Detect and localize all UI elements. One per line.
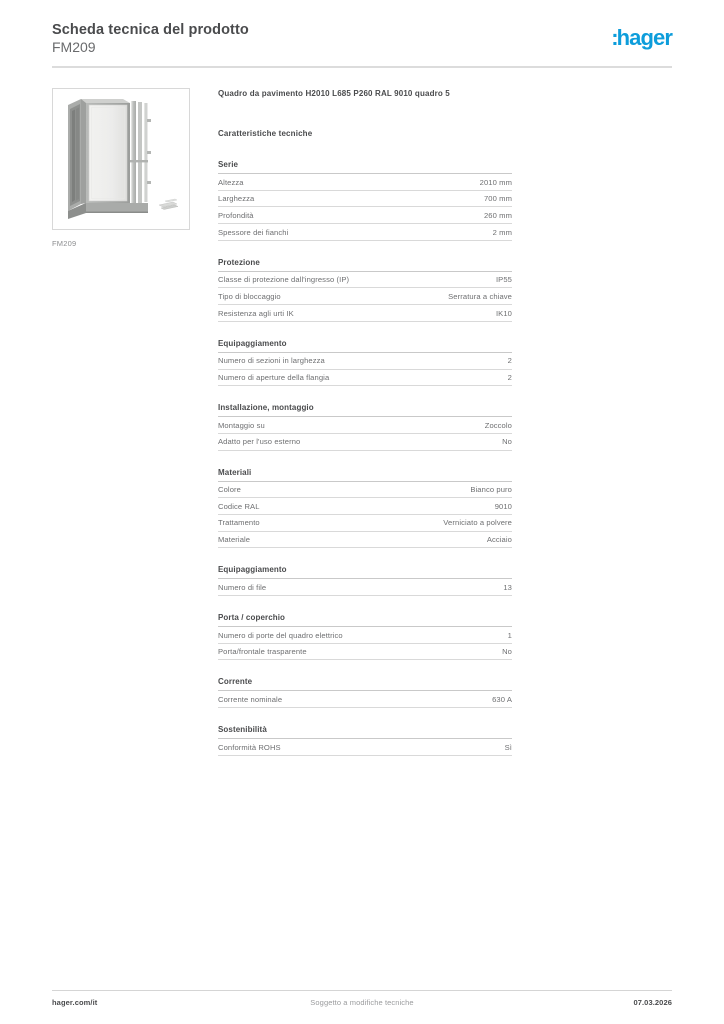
spec-label: Classe di protezione dall'ingresso (IP) (218, 272, 365, 288)
spec-label: Colore (218, 482, 365, 498)
spec-value: 2 (365, 369, 512, 386)
spec-label: Numero di sezioni in larghezza (218, 353, 365, 369)
spec-value: 2 mm (365, 224, 512, 241)
spec-row (218, 288, 512, 305)
spec-row (218, 627, 512, 643)
spec-group (218, 677, 512, 708)
spec-label: Adatto per l'uso esterno (218, 433, 365, 450)
spec-label: Materiale (218, 531, 365, 548)
spec-group (218, 468, 512, 549)
spec-group-title: Corrente (218, 677, 512, 691)
product-image-caption: FM209 (52, 239, 77, 248)
spec-value: Sì (365, 739, 512, 755)
spec-label: Trattamento (218, 514, 365, 531)
spec-group-title: Materiali (218, 468, 512, 482)
spec-row (218, 174, 512, 190)
header-titles (52, 22, 249, 56)
spec-group (218, 403, 512, 450)
spec-row (218, 433, 512, 450)
spec-row (218, 353, 512, 369)
spec-row (218, 498, 512, 515)
spec-value: Serratura a chiave (365, 288, 512, 305)
spec-row (218, 417, 512, 433)
page-title: Scheda tecnica del prodotto (52, 22, 249, 38)
spec-group-title: Equipaggiamento (218, 339, 512, 353)
spec-table (218, 272, 512, 322)
spec-value: 2 (365, 353, 512, 369)
spec-label: Numero di aperture della flangia (218, 369, 365, 386)
product-enclosure-cabinet-icon (53, 89, 189, 229)
spec-value: Bianco puro (365, 482, 512, 498)
spec-row (218, 207, 512, 224)
specs-intro-heading: Caratteristiche tecniche (218, 129, 313, 138)
spec-group-title: Protezione (218, 258, 512, 272)
spec-row (218, 579, 512, 595)
spec-table (218, 353, 512, 386)
spec-value: 2010 mm (365, 174, 512, 190)
spec-value: 13 (365, 579, 512, 595)
product-image-column (52, 88, 192, 248)
spec-table (218, 691, 512, 708)
footer-date: 07.03.2026 (633, 998, 672, 1007)
spec-label: Spessore dei fianchi (218, 224, 365, 241)
spec-table (218, 627, 512, 660)
spec-label: Conformità ROHS (218, 739, 365, 755)
spec-label: Tipo di bloccaggio (218, 288, 365, 305)
spec-value: No (365, 643, 512, 660)
spec-value: 1 (365, 627, 512, 643)
spec-groups-container (218, 160, 512, 756)
header-divider (52, 66, 672, 68)
spec-group-title: Installazione, montaggio (218, 403, 512, 417)
spec-group-title: Serie (218, 160, 512, 174)
spec-label: Porta/frontale trasparente (218, 643, 365, 660)
spec-group (218, 160, 512, 241)
spec-table (218, 739, 512, 756)
spec-group-title: Sostenibilità (218, 725, 512, 739)
spec-value: 700 mm (365, 190, 512, 207)
spec-row (218, 190, 512, 207)
product-name: Quadro da pavimento H2010 L685 P260 RAL 9010 quadro 5 (218, 89, 450, 98)
spec-row (218, 643, 512, 660)
spec-group-title: Porta / coperchio (218, 613, 512, 627)
spec-table (218, 417, 512, 450)
spec-group (218, 613, 512, 660)
spec-group (218, 258, 512, 322)
spec-table (218, 174, 512, 241)
spec-row (218, 739, 512, 755)
spec-label: Corrente nominale (218, 691, 365, 707)
page-header (52, 0, 672, 70)
footer-website-link[interactable]: hager.com/it (52, 998, 98, 1007)
logo-colon-icon: : (611, 25, 617, 50)
product-image-frame (52, 88, 190, 230)
spec-value: 260 mm (365, 207, 512, 224)
spec-label: Profondità (218, 207, 365, 224)
spec-row (218, 305, 512, 322)
footer-disclaimer: Soggetto a modifiche tecniche (310, 998, 414, 1007)
spec-value: 9010 (365, 498, 512, 515)
spec-row (218, 369, 512, 386)
spec-group (218, 725, 512, 756)
spec-label: Altezza (218, 174, 365, 190)
spec-value: Verniciato a polvere (365, 514, 512, 531)
spec-label: Larghezza (218, 190, 365, 207)
hager-logo (611, 27, 672, 49)
spec-value: Acciaio (365, 531, 512, 548)
spec-group (218, 565, 512, 596)
spec-value: IP55 (365, 272, 512, 288)
spec-row (218, 514, 512, 531)
spec-value: IK10 (365, 305, 512, 322)
spec-label: Codice RAL (218, 498, 365, 515)
page-subtitle: FM209 (52, 39, 96, 55)
spec-row (218, 272, 512, 288)
spec-value: No (365, 433, 512, 450)
spec-row (218, 691, 512, 707)
spec-value: 630 A (365, 691, 512, 707)
spec-label: Numero di file (218, 579, 365, 595)
spec-value: Zoccolo (365, 417, 512, 433)
spec-row (218, 531, 512, 548)
spec-row (218, 482, 512, 498)
spec-group (218, 339, 512, 386)
spec-group-title: Equipaggiamento (218, 565, 512, 579)
spec-table (218, 482, 512, 549)
spec-label: Montaggio su (218, 417, 365, 433)
spec-table (218, 579, 512, 596)
spec-row (218, 224, 512, 241)
spec-label: Numero di porte del quadro elettrico (218, 627, 365, 643)
logo-wordmark: hager (616, 25, 672, 50)
page-footer (52, 998, 672, 1010)
spec-label: Resistenza agli urti IK (218, 305, 365, 322)
specifications-column (218, 88, 512, 756)
footer-divider (52, 990, 672, 991)
